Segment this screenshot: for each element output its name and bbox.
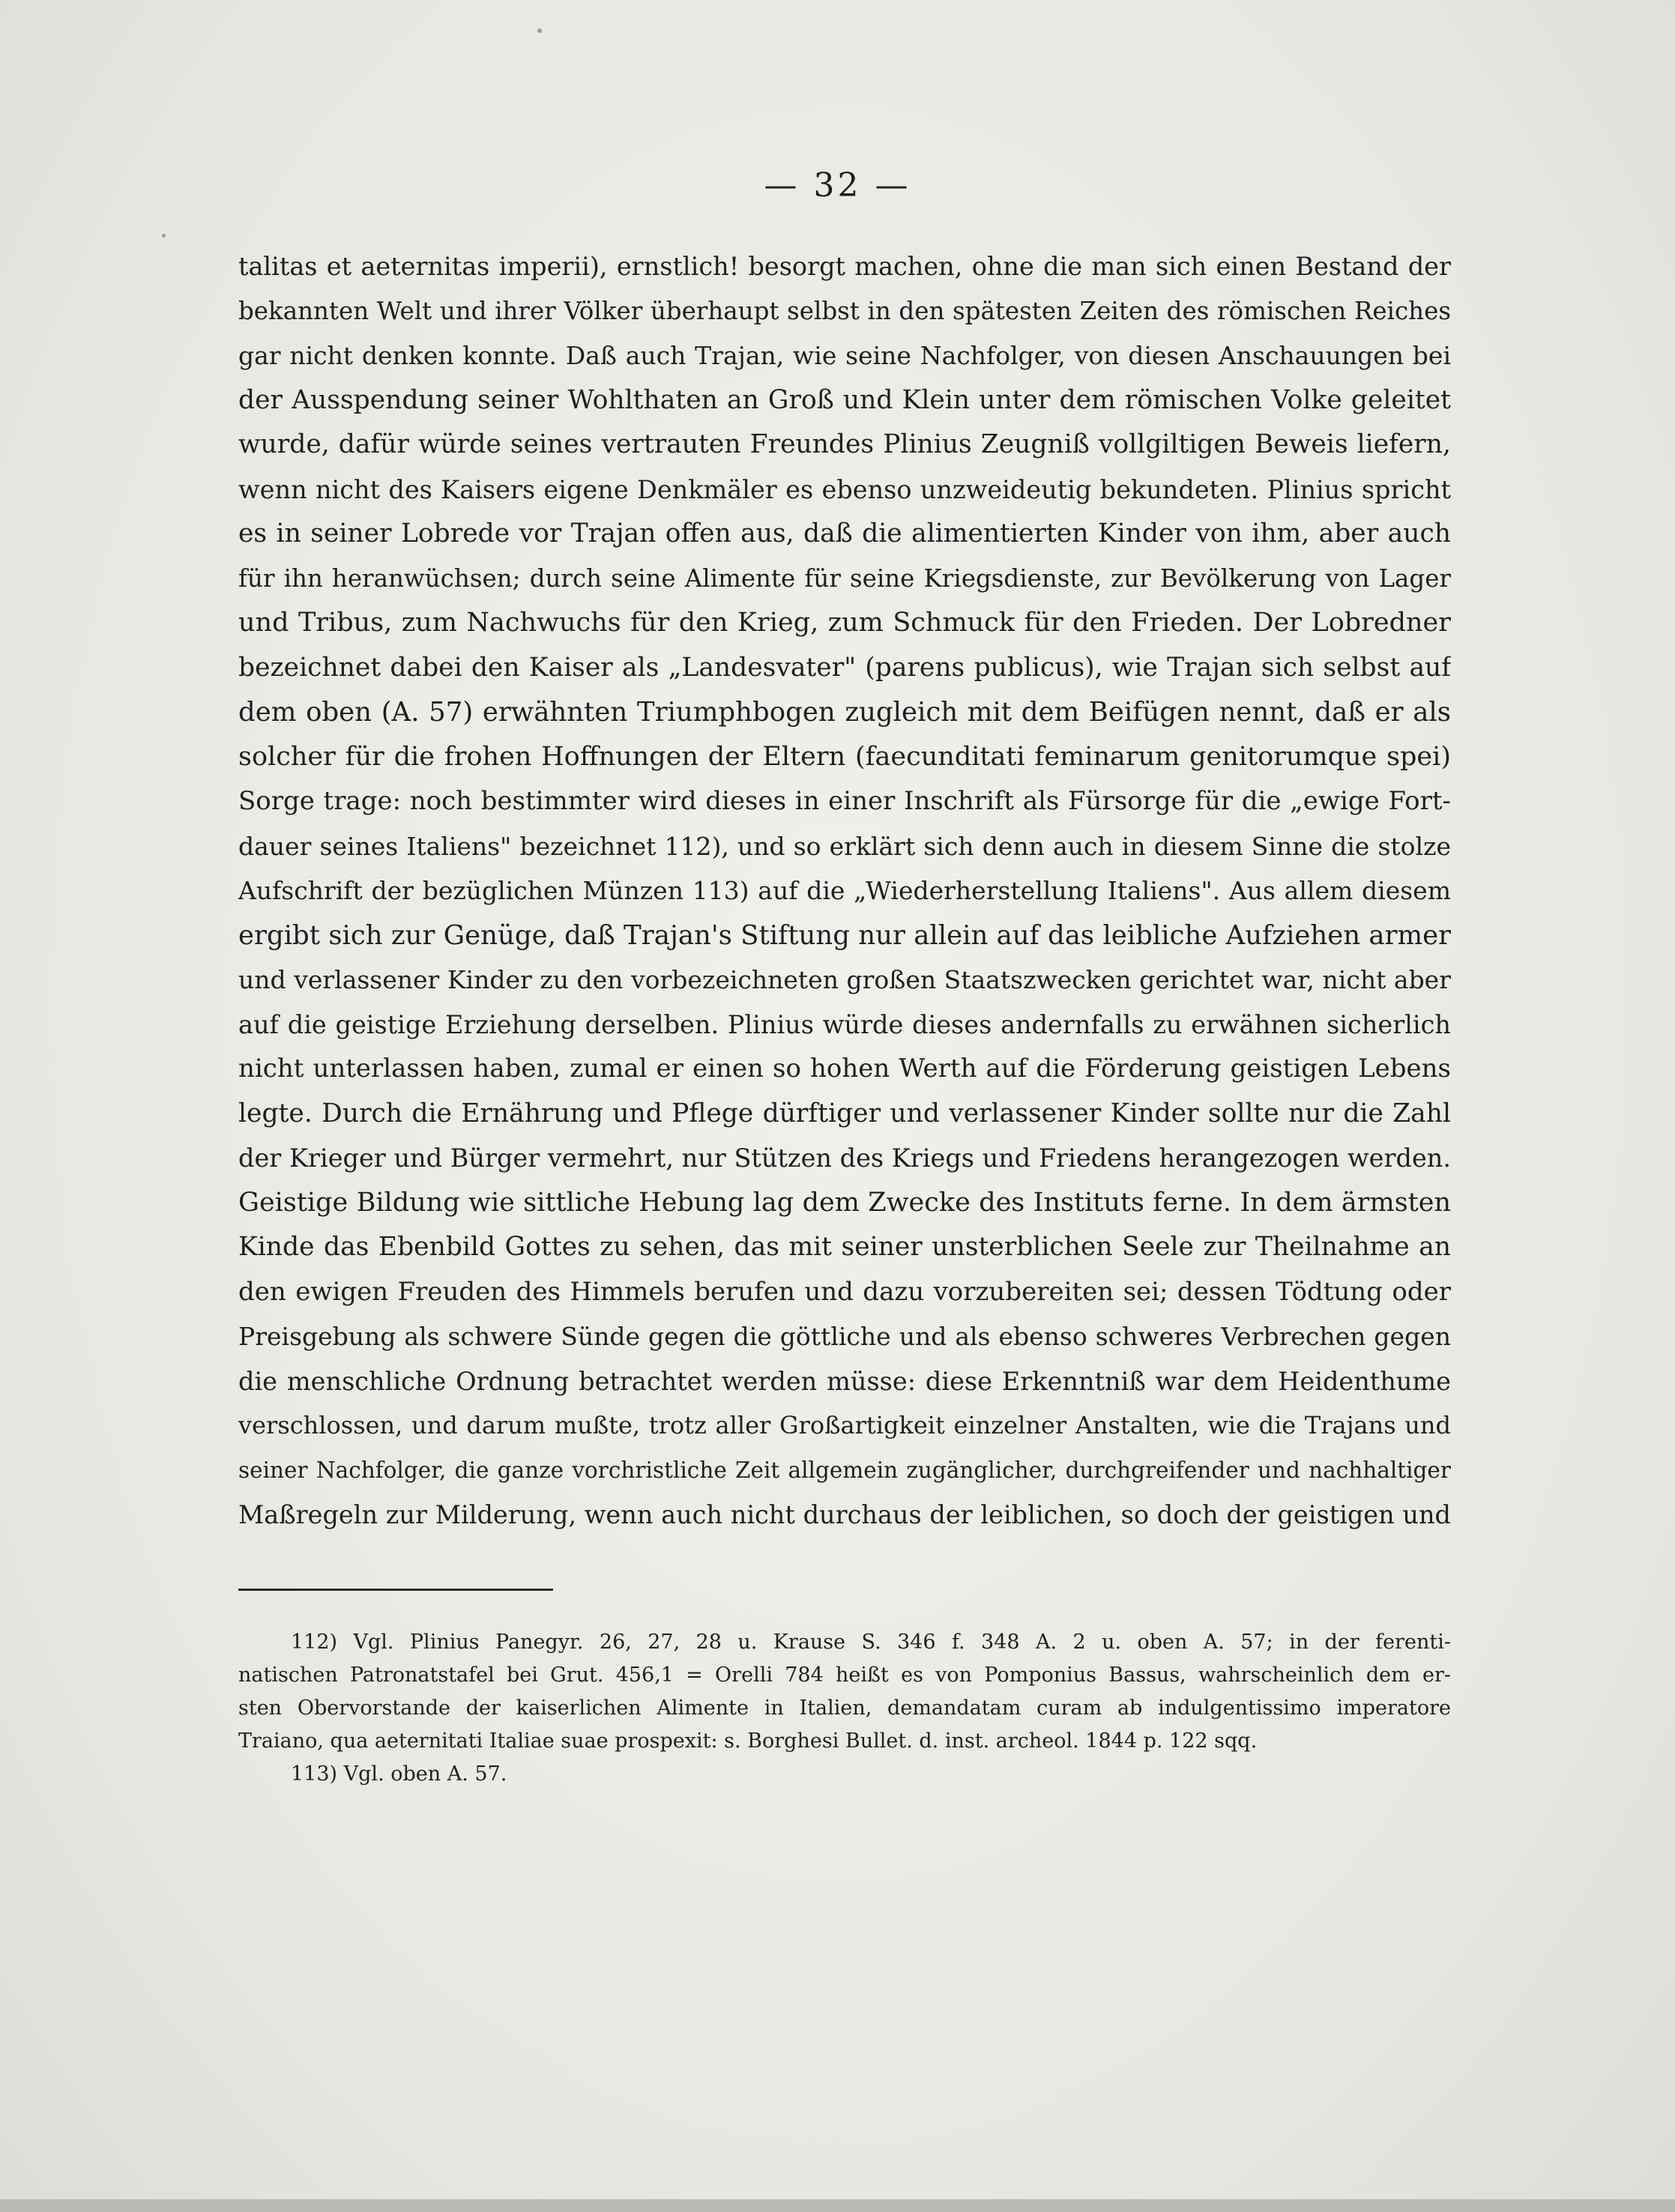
text-line: talitas et aeternitas imperii), ernstlich! besorgt machen, ohne die man sich einen Bestand der: [238, 252, 1451, 281]
text-line: verschlossen, und darum mußte, trotz aller Großartigkeit einzelner Anstalten, wie die Trajans und: [238, 1411, 1451, 1439]
text-line: Aufschrift der bezüglichen Münzen 113) auf die „Wiederherstellung Italiens". Aus allem diesem: [238, 876, 1451, 905]
text-line: gar nicht denken konnte. Daß auch Trajan, wie seine Nachfolger, von diesen Anschauungen bei: [238, 341, 1451, 370]
text-line: wenn nicht des Kaisers eigene Denkmäler es ebenso unzweideutig bekundeten. Plinius spricht: [238, 474, 1451, 504]
text-line: Maßregeln zur Milderung, wenn auch nicht durchaus der leiblichen, so doch der geistigen und: [238, 1500, 1451, 1529]
text-line: und verlassener Kinder zu den vorbezeichneten großen Staatszwecken gerichtet war, nicht aber: [238, 965, 1451, 994]
text-line: wurde, dafür würde seines vertrauten Freundes Plinius Zeugniß vollgiltigen Beweis liefern,: [238, 429, 1451, 459]
text-line: der Ausspendung seiner Wohlthaten an Groß und Klein unter dem römischen Volke geleitet: [238, 384, 1451, 415]
footnote-line: 112) Vgl. Plinius Panegyr. 26, 27, 28 u. Krause S. 346 f. 348 A. 2 u. oben A. 57; in der ferenti-: [291, 1631, 1451, 1654]
text-line: bekannten Welt und ihrer Völker überhaupt selbst in den spätesten Zeiten des römischen Reiches: [238, 296, 1451, 325]
text-line: der Krieger und Bürger vermehrt, nur Stützen des Kriegs und Friedens herangezogen werden.: [238, 1143, 1451, 1173]
footnote-rule: [238, 1589, 553, 1591]
text-line: nicht unterlassen haben, zumal er einen so hohen Werth auf die Förderung geistigen Lebens: [238, 1054, 1451, 1084]
text-line: dauer seines Italiens" bezeichnet 112), und so erklärt sich denn auch in diesem Sinne die stolze: [238, 831, 1451, 861]
text-line: dem oben (A. 57) erwähnten Triumphbogen zugleich mit dem Beifügen nennt, daß er als: [238, 697, 1451, 728]
dust-speck: [537, 28, 542, 33]
text-line: auf die geistige Erziehung derselben. Plinius würde dieses andernfalls zu erwähnen sicherlich: [238, 1009, 1451, 1039]
footnote-line: sten Obervorstande der kaiserlichen Alimente in Italien, demandatam curam ab indulgentissimo imperatore: [238, 1696, 1451, 1720]
text-line: solcher für die frohen Hoffnungen der Eltern (faecunditati feminarum genitorumque spei): [238, 741, 1451, 772]
text-line: legte. Durch die Ernährung und Pflege dürftiger und verlassener Kinder sollte nur die Zahl: [238, 1098, 1451, 1128]
page-number: — 32 —: [764, 166, 911, 205]
text-line: Sorge trage: noch bestimmter wird dieses in einer Inschrift als Fürsorge für die „ewige Fort-: [238, 786, 1451, 816]
text-line: Preisgebung als schwere Sünde gegen die göttliche und als ebenso schweres Verbrechen gegen: [238, 1322, 1451, 1351]
dust-speck: [162, 234, 166, 238]
text-line: Kinde das Ebenbild Gottes zu sehen, das mit seiner unsterblichen Seele zur Theilnahme an: [238, 1232, 1451, 1262]
text-line: Geistige Bildung wie sittliche Hebung lag dem Zwecke des Instituts ferne. In dem ärmsten: [238, 1187, 1451, 1218]
footnote-line: 113) Vgl. oben A. 57.: [291, 1762, 507, 1786]
text-line: seiner Nachfolger, die ganze vorchristliche Zeit allgemein zugänglicher, durchgreifender und nachhaltiger: [238, 1457, 1451, 1483]
page-bottom-edge: [0, 2199, 1675, 2212]
text-line: es in seiner Lobrede vor Trajan offen aus, daß die alimentierten Kinder von ihm, aber auch: [238, 519, 1451, 549]
text-line: bezeichnet dabei den Kaiser als „Landesvater" (parens publicus), wie Trajan sich selbst auf: [238, 652, 1451, 683]
text-line: ergibt sich zur Genüge, daß Trajan's Stiftung nur allein auf das leibliche Aufziehen armer: [238, 919, 1451, 951]
footnotes: [238, 1626, 1451, 1791]
text-line: den ewigen Freuden des Himmels berufen und dazu vorzubereiten sei; dessen Tödtung oder: [238, 1276, 1451, 1307]
footnote-line: natischen Patronatstafel bei Grut. 456,1 = Orelli 784 heißt es von Pomponius Bassus, wahrscheinlich dem er-: [238, 1663, 1451, 1687]
text-line: und Tribus, zum Nachwuchs für den Krieg, zum Schmuck für den Frieden. Der Lobredner: [238, 608, 1451, 638]
footnote-line: Traiano, qua aeternitati Italiae suae prospexit: s. Borghesi Bullet. d. inst. archeol. 1844 p. 122 sqq.: [238, 1729, 1258, 1753]
text-line: für ihn heranwüchsen; durch seine Alimente für seine Kriegsdienste, zur Bevölkerung von Lager: [238, 563, 1451, 593]
text-line: die menschliche Ordnung betrachtet werden müsse: diese Erkenntniß war dem Heidenthume: [238, 1366, 1451, 1396]
body-text: [238, 244, 1451, 1538]
